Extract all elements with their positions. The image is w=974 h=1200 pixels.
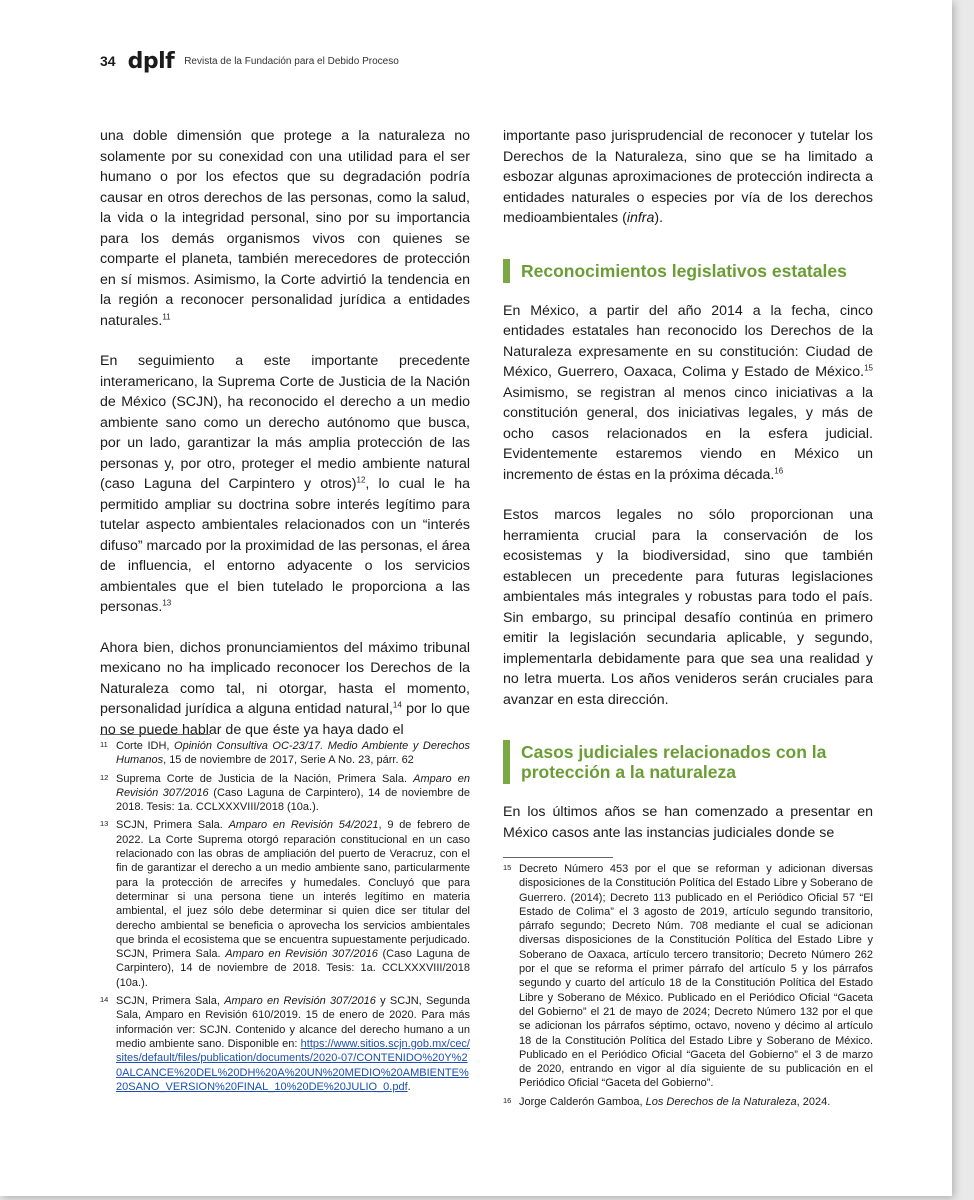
- left-paragraph-2: En seguimiento a este importante precedente interamericano, la Suprema Corte de Justicia de la Nación de México (SCJN), ha reconocido el derecho a un medio ambiente sano como un derecho autónomo que busca, por un lado, garantizar la más amplia protección de las personas y, por otro, proteger el medio ambiente natural (caso Laguna del Carpintero y otros)$^{12}$, lo cual le ha permitido ampliar su doctrina sobre interés legítimo para tutelar aspecto ambientales relacionados con un “interés difuso” marcado por la proximidad de las personas, el área de influencia, el entorno adyacente o los servicios ambientales que el bien tutelado le proporciona a las personas.$^{13}$: [100, 353, 471, 615]
- footnote-ref-12[interactable]: 12: [356, 475, 366, 485]
- journal-title: Revista de la Fundación para el Debido Proceso: [184, 55, 399, 67]
- right-paragraph-4: En los últimos años se han comenzado a presentar en México casos ante las instancias judiciales donde se: [503, 804, 873, 841]
- footnote-rule: [503, 857, 613, 858]
- footnote-ref-13[interactable]: 13: [162, 598, 172, 608]
- heading-text: Casos judiciales relacionados con la protección a la naturaleza: [521, 742, 827, 782]
- footnote-16: 16 Jorge Calderón Gamboa, Los Derechos de la Naturaleza, 2024.: [503, 1095, 831, 1108]
- section-heading-legislative: [503, 259, 873, 283]
- footnote-rule: [100, 734, 210, 735]
- left-column: [100, 126, 470, 740]
- page-header: [100, 44, 399, 78]
- section-heading-judicial: [503, 740, 873, 784]
- right-paragraph-2: En México, a partir del año 2014 a la fecha, cinco entidades estatales han reconocido los Derechos de la Naturaleza expresamente en su constitución: Ciudad de México, Guerrero, Oaxaca, Colima y Estado de México.$^{15}$ Asimismo, se registran al menos cinco iniciativas a la constitución general, dos iniciativas legales, y más de ocho casos relacionados en la esfera judicial. Evidentemente estaremos viendo en México un incremento de éstas en la próxima década.$^{16}$: [503, 302, 873, 483]
- footnotes-right: [503, 857, 873, 1109]
- footnote-11: 11 Corte IDH, Opinión Consultiva OC-23/17. Medio Ambiente y Derechos Humanos, 15 de noviembre de 2017, Serie A No. 23, párr. 62: [100, 740, 470, 767]
- footnote-ref-14[interactable]: 14: [392, 700, 402, 710]
- heading-accent-bar: [503, 259, 510, 283]
- footnote-12: 12 Suprema Corte de Justicia de la Nación, Primera Sala. Amparo en Revisión 307/2016 (Caso Laguna de Carpintero), 14 de noviembre de 2018. Tesis: 1a. CCLXXXVIII/2018 (10a.).: [100, 772, 471, 814]
- dplf-logo: dplf: [127, 48, 175, 74]
- scjn-document-link[interactable]: https://www.sitios.scjn.gob.mx/cec/sites/default/files/publication/documents/2020-07/CONTENIDO%20Y%20ALCANCE%20DEL%20DH%20A%20UN%20MEDIO%20AMBIENTE%20SANO_VERSION%20FINAL_10%20DE%20JULIO_0.pdf: [116, 1037, 470, 1093]
- footnote-15: 15 Decreto Número 453 por el que se reforman y adicionan diversas disposiciones de la Constitución Política del Estado Libre y Soberano de Guerrero. (2014); Decreto 113 publicado en el Periódico Oficial 57 “El Estado de Colima” el 3 agosto de 2019, artículo segundo transitorio, párrafo segundo; Decreto Núm. 708 mediante el cual se adicionan diversas disposiciones de la Constitución Política del Estado Libre y Soberano de Oaxaca, artículo tercero transitorio; Decreto Número 262 por el que se reforma el primer párrafo del artículo 5 y los párrafos segundo y cuarto del artículo 18 de la Constitución Política del Estado Libre y Soberano de México. Publicado en el Periódico Oficial “Gaceta del Gobierno” el 21 de mayo de 2024; Decreto Número 132 por el que se adicionan los párrafos séptimo, octavo, noveno y décimo al artículo 18 de la Constitución Política del Estado Libre y Soberano de México. Publicado en el Periódico Oficial “Gaceta del Gobierno” el 3 de marzo de 2020, entrando en vigor al día siguiente de su publicación en el Periódico Oficial “Gaceta del Gobierno”.: [503, 863, 873, 1090]
- footnote-13: 13 SCJN, Primera Sala. Amparo en Revisión 54/2021, 9 de febrero de 2022. La Corte Suprema otorgó reparación constitucional en un caso relacionado con las obras de ampliación del puerto de Veracruz, con el fin de garantizar el derecho a un medio ambiente sano, particularmente para la protección de arrecifes y humedales. Concluyó que para determinar si una persona tiene un interés legítimo en materia ambiental, el juez sólo debe determinar si quien dice ser titular del derecho ambiental se beneficia o aprovecha los servicios ambientales que brinda el ecosistema que se encuentra supuestamente perjudicado. SCJN, Primera Sala. Amparo en Revisión 307/2016 (Caso Laguna de Carpintero), 14 de noviembre de 2018. Tesis: 1a. CCLXXXVIII/2018 (10a.).: [100, 819, 471, 989]
- right-column: [503, 126, 873, 843]
- footnotes-left: [100, 734, 470, 1094]
- footnote-ref-11[interactable]: 11: [162, 311, 171, 321]
- page-number: 34: [100, 53, 116, 69]
- heading-text: Reconocimientos legislativos estatales: [521, 260, 847, 281]
- footnote-ref-16[interactable]: 16: [774, 465, 784, 475]
- footnote-ref-15[interactable]: 15: [864, 363, 873, 373]
- right-paragraph-1: importante paso jurisprudencial de reconocer y tutelar los Derechos de la Naturaleza, sino que se ha limitado a esbozar algunas aproximaciones de protección indirecta a entidades naturales o especies por vía de los derechos medioambientales (infra).: [503, 128, 873, 226]
- left-paragraph-3: Ahora bien, dichos pronunciamientos del máximo tribunal mexicano no ha implicado reconocer los Derechos de la Naturaleza como tal, ni otorgar, hasta el momento, personalidad jurídica a alguna entidad natural,$^{14}$ por lo que no se puede hablar de que éste ya haya dado el: [100, 639, 470, 738]
- left-paragraph-1: una doble dimensión que protege a la naturaleza no solamente por su conexidad con una utilidad para el ser humano o por los efectos que su degradación podría causar en otros derechos de las personas, como la salud, la vida o la integridad personal, sino por su importancia para los demás organismos vivos con quienes se comparte el planeta, también merecedores de protección en sí mismos. Asimismo, la Corte advirtió la tendencia en la región a reconocer personalidad jurídica a entidades naturales.$^{11}$: [100, 128, 470, 329]
- right-paragraph-3: Estos marcos legales no sólo proporcionan una herramienta crucial para la conservación de los ecosistemas y la biodiversidad, sino que también establecen un precedente para futuras legislaciones ambientales más integrales y robustas para todo el país. Sin embargo, su principal desafío continúa en primero emitir la legislación secundaria aplicable, y segundo, implementarla debidamente para que sea una realidad y no letra muerta. Los años venideros serán cruciales para avanzar en esta dirección.: [503, 507, 873, 708]
- footnote-14: 14 SCJN, Primera Sala, Amparo en Revisión 307/2016 y SCJN, Segunda Sala, Amparo en Revisión 610/2019. 15 de enero de 2020. Para más información ver: SCJN. Contenido y alcance del derecho humano a un medio ambiente sano. Disponible en: https://www.sitios.scjn.gob.mx/cec/sites/default/files/publication/documents/2020-07/CONTENIDO%20Y%20ALCANCE%20DEL%20DH%20A%20UN%20MEDIO%20AMBIENTE%20SANO_VERSION%20FINAL_10%20DE%20JULIO_0.pdf.: [100, 995, 471, 1093]
- heading-accent-bar: [503, 740, 510, 784]
